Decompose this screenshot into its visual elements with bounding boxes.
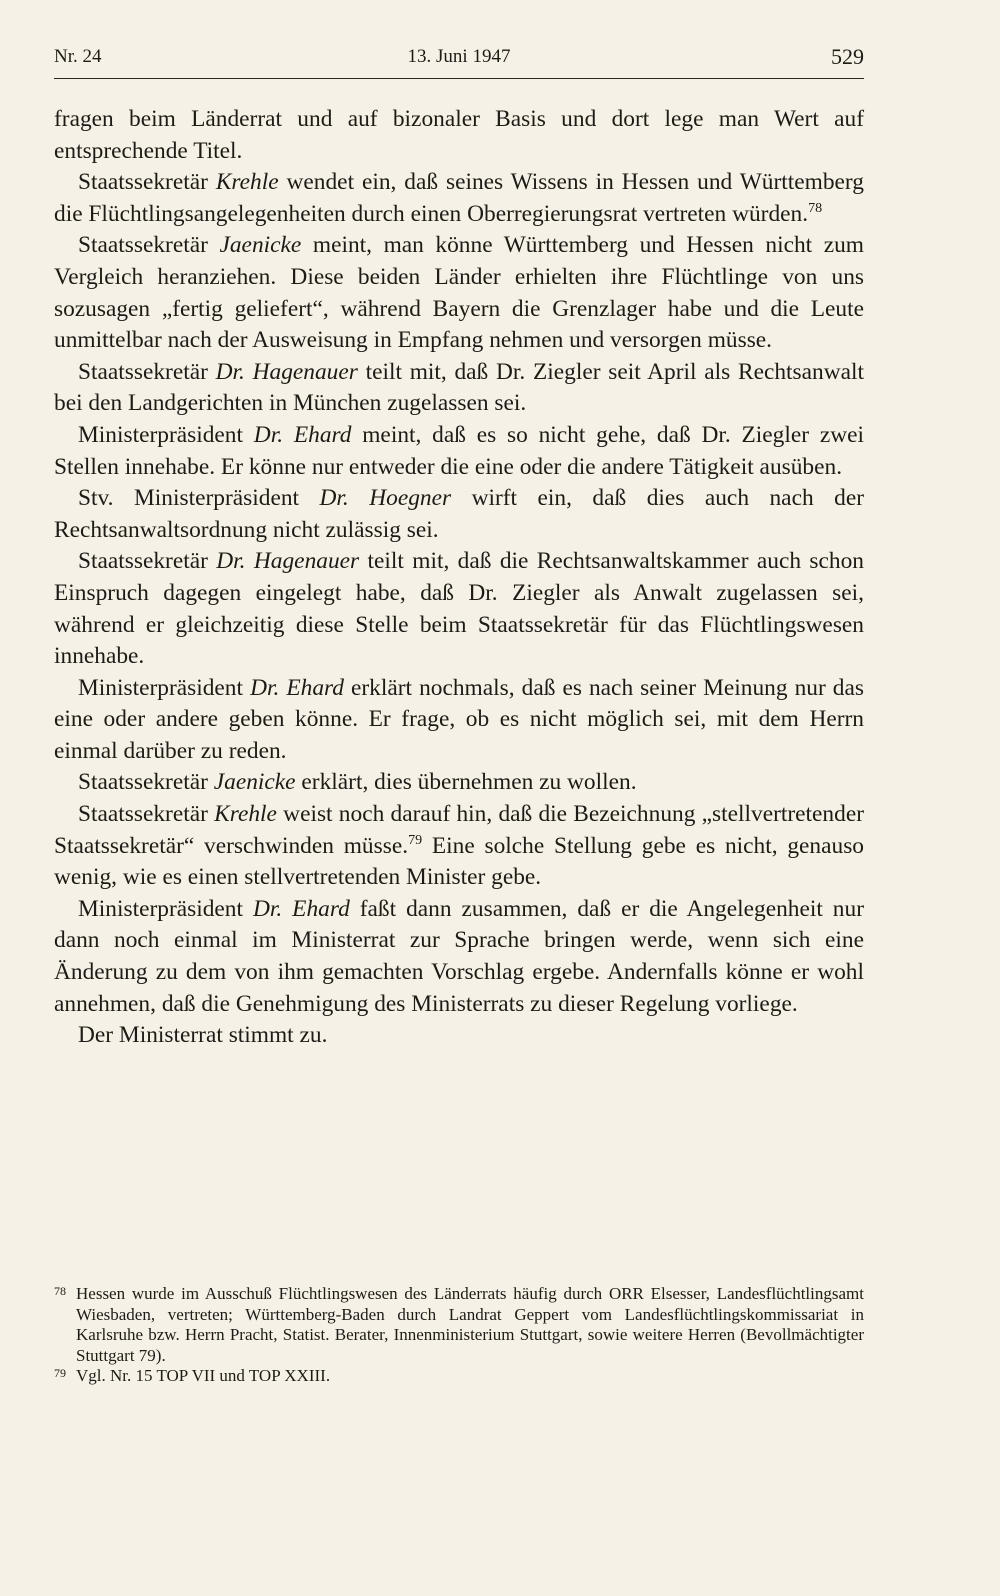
paragraph-text: Staatssekretär: [78, 169, 216, 196]
footnote-text: Vgl. Nr. 15 TOP VII und TOP XXIII.: [76, 1366, 331, 1386]
paragraph: [54, 799, 864, 894]
footnotes: [54, 1284, 864, 1387]
speaker-name: Jaenicke: [213, 769, 296, 796]
footnote-reference: 78: [808, 199, 823, 216]
paragraph: [54, 1020, 864, 1052]
speaker-name: Krehle: [214, 801, 277, 828]
paragraph-text: Ministerpräsident: [78, 421, 254, 448]
footnote-number: 79: [54, 1366, 66, 1381]
paragraph-text: wirft ein, daß dies auch nach der Rechtsanwaltsordnung nicht zulässig sei.: [54, 485, 864, 543]
speaker-name: Dr. Ehard: [252, 895, 350, 922]
paragraph-text: Eine solche Stellung gebe es nicht, genauso wenig, wie es einen stellvertretenden Minister gebe.: [54, 832, 865, 891]
paragraph-text: Staatssekretär: [78, 801, 215, 828]
paragraph-text: wendet ein, daß seines Wissens in Hessen und Württemberg die Flüchtlingsangelegenheiten durch einen Oberregierungsrat vertreten würden.: [54, 169, 864, 227]
paragraph: [54, 167, 864, 230]
speaker-name: Dr. Ehard: [250, 674, 344, 701]
paragraph: [54, 894, 864, 1020]
paragraph: [54, 230, 864, 356]
speaker-name: Dr. Hagenauer: [216, 548, 360, 575]
paragraph-text: erklärt nochmals, daß es nach seiner Meinung nur das eine oder andere geben könne. Er frage, ob es nicht möglich sei, mit dem Herrn einmal darüber zu reden.: [54, 674, 864, 764]
header-date: 13. Juni 1947: [407, 46, 511, 67]
paragraph: [54, 104, 864, 167]
document-number: Nr. 24: [54, 46, 102, 67]
paragraph-text: faßt dann zusammen, daß er die Angelegenheit nur dann noch einmal im Ministerrat zur Sprache bringen werde, wenn sich eine Änderung zu dem von ihm gemachten Vorschlag ergebe. Andernfalls könne er wohl annehmen, daß die Genehmigung des Ministerrats zu dieser Regelung vorliege.: [54, 895, 864, 1017]
speaker-name: Dr. Hoegner: [319, 485, 452, 512]
speaker-name: Krehle: [215, 169, 279, 196]
body-text: [54, 104, 864, 1052]
paragraph: [54, 483, 864, 546]
paragraph: [54, 420, 864, 483]
paragraph-text: teilt mit, daß die Rechtsanwaltskammer auch schon Einspruch dagegen eingelegt habe, daß Dr. Ziegler als Anwalt zugelassen sei, während er gleichzeitig diese Stelle beim Staatssekretär für das Flüchtlingswesen innehabe.: [54, 548, 864, 670]
speaker-name: Jaenicke: [219, 232, 302, 259]
footnote-reference: 79: [408, 831, 423, 848]
paragraph: [54, 767, 864, 799]
paragraph-text: weist noch darauf hin, daß die Bezeichnung „stellvertretender Staatssekretär“ verschwinden müsse.: [54, 801, 864, 859]
paragraph-text: Stv. Ministerpräsident: [78, 485, 320, 512]
paragraph-text: Staatssekretär: [78, 769, 214, 796]
paragraph-text: meint, daß es so nicht gehe, daß Dr. Ziegler zwei Stellen innehabe. Er könne nur entweder die eine oder die andere Tätigkeit ausüben.: [54, 421, 864, 480]
paragraph-text: fragen beim Länderrat und auf bizonaler Basis und dort lege man Wert auf entsprechende Titel.: [54, 106, 864, 164]
paragraph-text: Staatssekretär: [78, 548, 217, 575]
paragraph-text: meint, man könne Württemberg und Hessen nicht zum Vergleich heranziehen. Diese beiden Länder erhielten ihre Flüchtlinge von uns sozusagen „fertig geliefert“, während Bayern die Grenzlager habe und die Leute unmittelbar nach der Ausweisung in Empfang nehmen und versorgen müsse.: [54, 232, 864, 354]
paragraph-text: Staatssekretär: [78, 232, 220, 259]
running-header: [54, 44, 864, 79]
speaker-name: Dr. Hagenauer: [215, 358, 358, 385]
paragraph: [54, 673, 864, 768]
paragraph-text: Staatssekretär: [78, 358, 216, 385]
paragraph: [54, 357, 864, 420]
footnote: [54, 1284, 864, 1366]
paragraph-text: Der Ministerrat stimmt zu.: [78, 1022, 328, 1049]
footnote-text: Hessen wurde im Ausschuß Flüchtlingswesen des Länderrats häufig durch ORR Elsesser, Landesflüchtlingsamt Wiesbaden, vertreten; Württemberg-Baden durch Landrat Geppert vom Landesflüchtlingskommissariat in Karlsruhe bzw. Herrn Pracht, Statist. Berater, Innenministerium Stuttgart, sowie weitere Herren (Bevollmächtigter Stuttgart 79).: [76, 1284, 864, 1365]
page-number: 529: [831, 44, 864, 69]
paragraph-text: Ministerpräsident: [78, 895, 253, 922]
footnote: [54, 1366, 864, 1387]
paragraph-text: Ministerpräsident: [78, 674, 251, 701]
paragraph-text: erklärt, dies übernehmen zu wollen.: [295, 769, 637, 796]
speaker-name: Dr. Ehard: [253, 421, 352, 448]
paragraph-text: teilt mit, daß Dr. Ziegler seit April als Rechtsanwalt bei den Landgerichten in München zugelassen sei.: [54, 358, 864, 417]
footnote-number: 78: [54, 1284, 66, 1298]
paragraph: [54, 546, 864, 672]
